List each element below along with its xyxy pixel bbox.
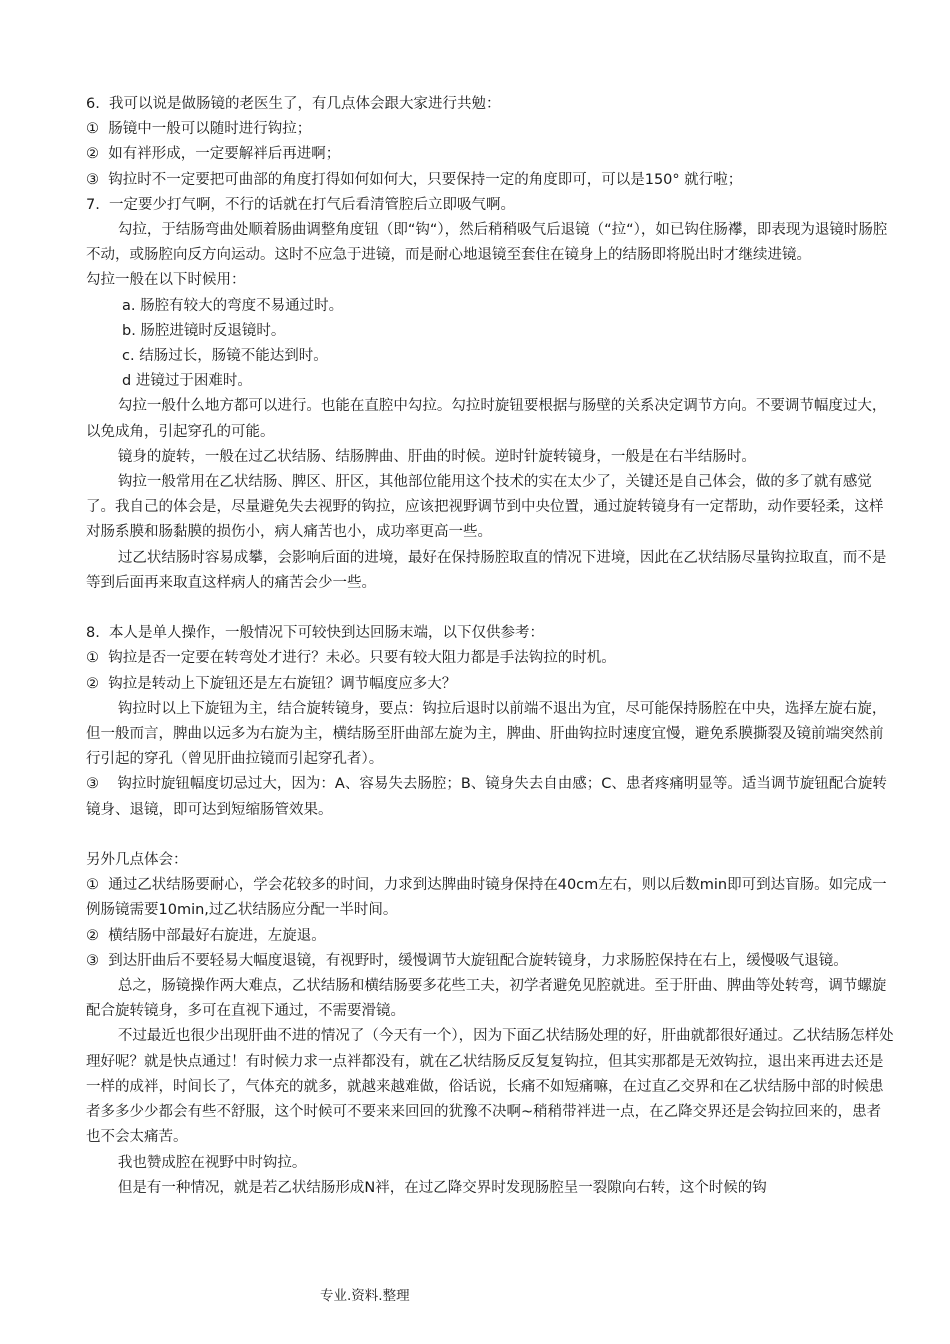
- usage-item-b: b. 肠腔进镜时反退镜时。: [122, 322, 286, 339]
- other-experience-heading: 另外几点体会：: [86, 852, 188, 869]
- item-8-point-1: ① 钩拉是否一定要在转弯处才进行？未必。只要有较大阻力都是手法钩拉的时机。: [86, 650, 616, 667]
- paragraph-agree: 我也赞成腔在视野中时钩拉。: [117, 1154, 307, 1171]
- paragraph-sigmoid: 过乙状结肠时容易成攀，会影响后面的进境，最好在保持肠腔取直的情况下进境，因此在乙状结肠尽量钩拉取直，而不是等到后面再来取直这样病人的痛苦会少一些。: [86, 549, 887, 591]
- paragraph-common-sites: 钩拉一般常用在乙状结肠、脾区、肝区，其他部位能用这个技术的实在太少了，关键还是自己体会，做的多了就有感觉了。我自己的体会是，尽量避免失去视野的钩拉，应该把视野调节到中央位置，通过旋转镜身有一定帮助，动作要轻柔，这样对肠系膜和肠黏膜的损伤小，病人痛苦也小，成功率更高一些。: [86, 474, 884, 541]
- spacer: [86, 596, 894, 621]
- paragraph-summary: 总之，肠镜操作两大难点，乙状结肠和横结肠要多花些工夫，初学者避免见腔就进。至于肝曲、脾曲等处转弯，调节螺旋配合旋转镜身，多可在直视下通过，不需要滑镜。: [86, 978, 887, 1020]
- paragraph-knob-technique: 钩拉时以上下旋钮为主，结合旋转镜身，要点：钩拉后退时以前端不退出为宜，尽可能保持肠腔在中央，选择左旋右旋，但一般而言，脾曲以远多为右旋为主，横结肠至肝曲部左旋为主，脾曲、肝曲钩拉时速度宜慢，避免系膜撕裂及镜前端突然前行引起的穿孔（曾见肝曲拉镜而引起穿孔者）。: [86, 700, 887, 768]
- experience-point-3: ③ 到达肝曲后不要轻易大幅度退镜，有视野时，缓慢调节大旋钮配合旋转镜身，力求肠腔保持在右上，缓慢吸气退镜。: [86, 952, 848, 969]
- usage-item-c: c. 结肠过长，肠镜不能达到时。: [122, 348, 328, 365]
- spacer: [86, 823, 894, 848]
- hook-pull-usage-heading: 勾拉一般在以下时候用：: [86, 272, 246, 289]
- item-6-point-3: ③ 钩拉时不一定要把可曲部的角度打得如何如何大，只要保持一定的角度即可，可以是150° 就行啦；: [86, 171, 743, 188]
- usage-item-d: d 进镜过于困难时。: [122, 373, 252, 390]
- paragraph-hook-pull-definition: 勾拉，于结肠弯曲处顺着肠曲调整角度钮（即“钩“），然后稍稍吸气后退镜（“拉“），如已钩住肠襻，即表现为退镜时肠腔不动，或肠腔向反方向运动。这时不应急于进镜，而是耐心地退镜至套住在镜身上的结肠即将脱出时才继续进镜。: [86, 222, 888, 264]
- item-6-point-1: ① 肠镜中一般可以随时进行钩拉；: [86, 121, 312, 138]
- experience-point-2: ② 横结肠中部最好右旋进，左旋退。: [86, 927, 326, 944]
- paragraph-n-loop: 但是有一种情况，就是若乙状结肠形成N袢，在过乙降交界时发现肠腔呈一裂隙向右转，这个时候的钩: [117, 1179, 767, 1196]
- document-body: [86, 92, 894, 1201]
- item-8: 8. 本人是单人操作，一般情况下可较快到达回肠末端，以下仅供参考：: [86, 625, 545, 642]
- item-7: 7. 一定要少打气啊，不行的话就在打气后看清管腔后立即吸气啊。: [86, 196, 516, 213]
- item-6-point-2: ② 如有袢形成，一定要解袢后再进啊；: [86, 146, 341, 163]
- paragraph-hook-pull-location: 勾拉一般什么地方都可以进行。也能在直腔中勾拉。勾拉时旋钮要根据与肠壁的关系决定调节方向。不要调节幅度过大，以免成角，引起穿孔的可能。: [86, 398, 887, 440]
- paragraph-rotation: 镜身的旋转，一般在过乙状结肠、结肠脾曲、肝曲的时候。逆时针旋转镜身，一般是在右半结肠时。: [117, 448, 756, 465]
- item-8-point-2: ② 钩拉是转动上下旋钮还是左右旋钮？调节幅度应多大？: [86, 675, 457, 692]
- item-6: 6. 我可以说是做肠镜的老医生了，有几点体会跟大家进行共勉：: [86, 96, 501, 112]
- item-8-point-3: ③ 钩拉时旋钮幅度切忌过大，因为：A、容易失去肠腔；B、镜身失去自由感；C、患者疼痛明显等。适当调节旋钮配合旋转镜身、退镜，即可达到短缩肠管效果。: [86, 776, 887, 818]
- paragraph-recent-experience: 不过最近也很少出现肝曲不进的情况了（今天有一个），因为下面乙状结肠处理的好，肝曲就都很好通过。乙状结肠怎样处理好呢？就是快点通过！有时候力求一点袢都没有，就在乙状结肠反反复复钩拉，但其实那都是无效钩拉，退出来再进去还是一样的成袢，时间长了，气体充的就多，就越来越难做，俗话说，长痛不如短痛嘛，在过直乙交界和在乙状结肠中部的时候患者多多少少都会有些不舒服，这个时候可不要来来回回的犹豫不决啊~稍稍带袢进一点，在乙降交界还是会钩拉回来的，患者也不会太痛苦。: [86, 1028, 894, 1146]
- experience-point-1: ① 通过乙状结肠要耐心，学会花较多的时间，力求到达脾曲时镜身保持在40cm左右，则以后数min即可到达盲肠。如完成一例肠镜需要10min,过乙状结肠应分配一半时间。: [86, 877, 887, 919]
- usage-item-a: a. 肠腔有较大的弯度不易通过时。: [122, 297, 344, 314]
- page-footer: 专业.资料.整理: [320, 1288, 410, 1304]
